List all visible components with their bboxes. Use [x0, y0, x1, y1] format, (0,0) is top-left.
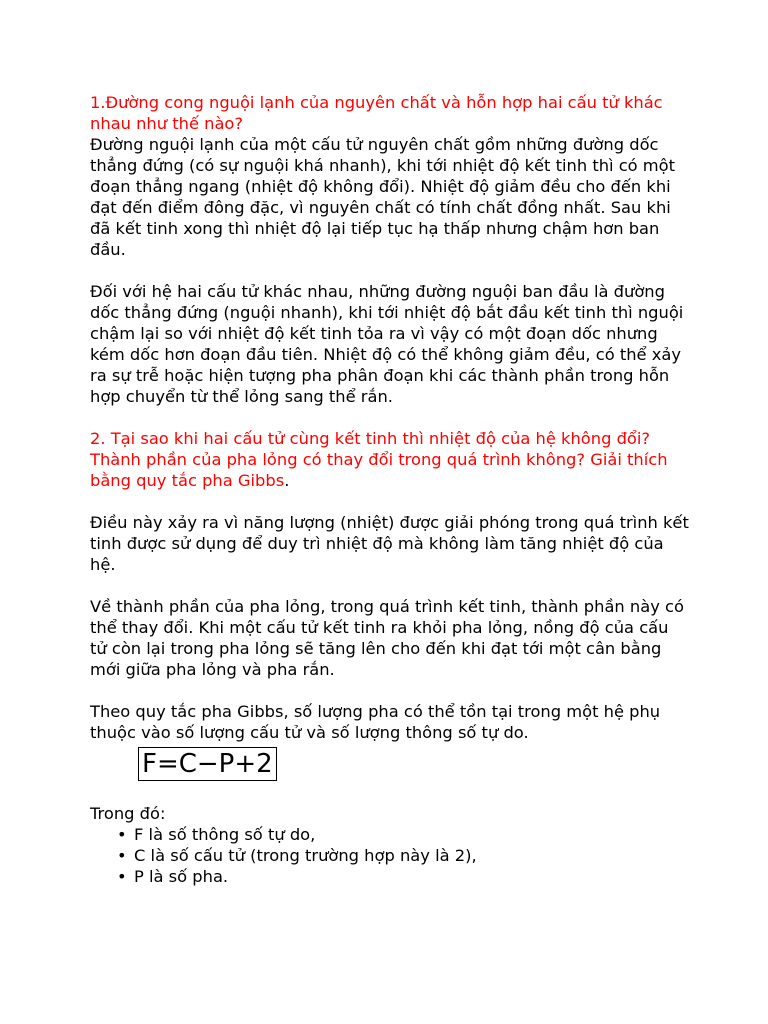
list-item [117, 824, 690, 845]
gibbs-formula-box: F=C−P+2 [138, 747, 277, 781]
bullet-icon: • [117, 867, 127, 886]
list-item [117, 866, 690, 887]
question-2-title [90, 428, 690, 491]
question-2-paragraph-2: Về thành phần của pha lỏng, trong quá trình kết tinh, thành phần này có thể thay đổi. Khi một cấu tử kết tinh ra khỏi pha lỏng, nồng độ của cấu tử còn lại trong pha lỏng sẽ tăng lên cho đến khi đạt tới một cân bằng mới giữa pha lỏng và pha rắn. [90, 597, 684, 679]
spacer [90, 680, 690, 701]
question-2-paragraph-1: Điều này xảy ra vì năng lượng (nhiệt) được giải phóng trong quá trình kết tinh được sử dụng để duy trì nhiệt độ mà không làm tăng nhiệt độ của hệ. [90, 513, 689, 574]
spacer [90, 491, 690, 512]
where-label: Trong đó: [90, 804, 166, 823]
document-page [90, 92, 690, 887]
bullet-icon: • [117, 825, 127, 844]
list-item [117, 845, 690, 866]
list-item-text: F là số thông số tự do, [134, 825, 316, 844]
spacer [90, 260, 690, 281]
spacer [90, 575, 690, 596]
question-1-paragraph-1: Đường nguội lạnh của một cấu tử nguyên chất gồm những đường dốc thẳng đứng (có sự nguội khá nhanh), khi tới nhiệt độ kết tinh thì có một đoạn thẳng ngang (nhiệt độ không đổi). Nhiệt độ giảm đều cho đến khi đạt đến điểm đông đặc, vì nguyên chất có tính chất đồng nhất. Sau khi đã kết tinh xong thì nhiệt độ lại tiếp tục hạ thấp nhưng chậm hơn ban đầu. [90, 135, 676, 259]
variable-list [90, 824, 690, 887]
question-1-paragraph-2: Đối với hệ hai cấu tử khác nhau, những đường nguội ban đầu là đường dốc thẳng đứng (nguội nhanh), khi tới nhiệt độ bắt đầu kết tinh thì nguội chậm lại so với nhiệt độ kết tinh tỏa ra vì vậy có một đoạn dốc nhưng kém dốc hơn đoạn đầu tiên. Nhiệt độ có thể không giảm đều, có thể xảy ra sự trễ hoặc hiện tượng pha phân đoạn khi các thành phần trong hỗn hợp chuyển từ thể lỏng sang thể rắn. [90, 282, 684, 406]
question-2-title-period: . [284, 471, 290, 490]
list-item-text: C là số cấu tử (trong trường hợp này là 2), [134, 846, 477, 865]
question-2-paragraph-3: Theo quy tắc pha Gibbs, số lượng pha có thể tồn tại trong một hệ phụ thuộc vào số lượng cấu tử và số lượng thông số tự do. [90, 702, 661, 742]
list-item-text: P là số pha. [134, 867, 229, 886]
bullet-icon: • [117, 846, 127, 865]
question-2-title-text: 2. Tại sao khi hai cấu tử cùng kết tinh thì nhiệt độ của hệ không đổi? Thành phần của pha lỏng có thay đổi trong quá trình không? Giải thích bằng quy tắc pha Gibbs [90, 429, 668, 490]
question-1-title: 1.Đường cong nguội lạnh của nguyên chất và hỗn hợp hai cấu tử khác nhau như thế nào? [90, 93, 663, 133]
spacer [90, 407, 690, 428]
